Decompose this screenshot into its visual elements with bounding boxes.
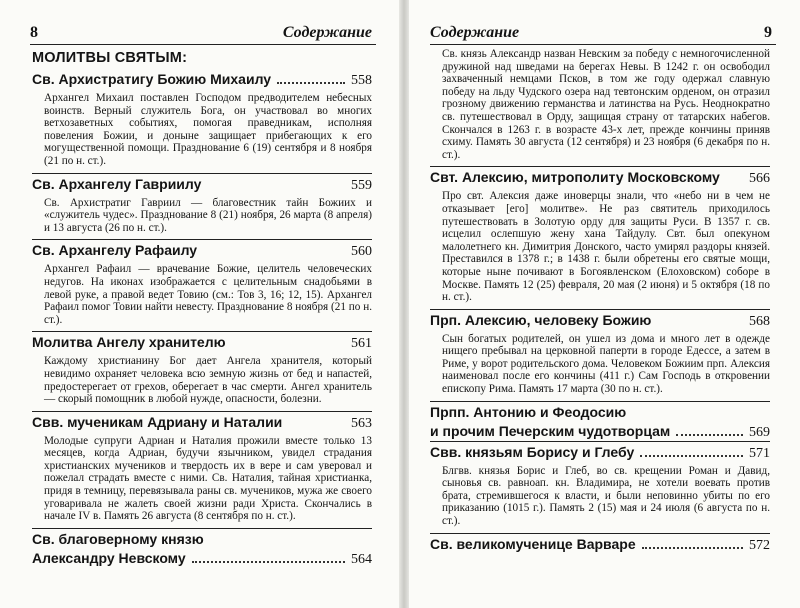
toc-entry[interactable] [32, 331, 372, 405]
toc-entry-description: Про свт. Алексия даже иноверцы знали, что «небо ни в чем не отказывает [его] молитве». Не раз святитель приходилось путешествовать в Золотую орду для защиты Руси. В 1357 г. св. исцелил ослепшую жену хана Тайдулу. Свт. был опекуном малолетнего кн. Димитрия Донского, часто умирял раздоры князей. Преставился в 1378 г.; в 1438 г. были обретены его святые мощи, которые ныне почивают в Богоявленском (Елоховском) соборе в Москве. Память 12 (25) февраля, 20 мая (2 июня) и 5 октября (18 по н. ст.). [442, 190, 770, 304]
toc-entry-page: 558 [351, 73, 372, 88]
toc-entry-title-row [32, 69, 372, 89]
toc-entry-description: Архангел Михаил поставлен Господом предводителем небесных воинств. Верный служитель Бога, он участвовал во многих ветхозаветных событиях, помогая праведникам, исполняя повеления Божии, и доныне защищает прибегающих к его могущественной помощи. Празднование 6 (19) сентября и 8 ноября (21 по н. ст.). [44, 92, 372, 167]
toc-entry-description: Молодые супруги Адриан и Наталия прожили вместе только 13 месяцев, когда Адриан, будучи язычником, увидел страдания христианских мучеников и твердость их в вере и сам уверовал и пожелал страдать вместе с ними. Св. Наталия, тайная христианка, придя в темницу, перевязывала раны св. мучеников, мужа же своего уговаривала не жалеть своей жизни ради Христа. Скончались в начале IV в. Память 26 августа (8 сентября по н. ст.). [44, 434, 372, 523]
right-page [404, 0, 800, 608]
right-running-header [430, 22, 776, 45]
toc-entry[interactable] [32, 173, 372, 235]
leader-dots [192, 561, 345, 563]
toc-entry-title-row [430, 309, 770, 330]
toc-entry[interactable] [32, 528, 372, 568]
toc-entry[interactable] [430, 533, 770, 554]
left-page-number: 8 [30, 24, 38, 41]
toc-entry[interactable] [430, 441, 770, 528]
toc-entry-title-continued: и прочим Печерским чудотворцам [430, 422, 671, 439]
section-heading: МОЛИТВЫ СВЯТЫМ: [32, 50, 188, 66]
toc-entry-title: Св. великомученице Варваре [430, 535, 636, 552]
toc-entry-description: Архангел Рафаил — врачевание Божие, целитель человеческих недугов. На иконах изображается с целительным снадобьями в левой руке, а правой ведет Товию (см.: Тов 3, 16; 12, 15). Архангел Рафаил помог Товии найти невесту. Празднование 8 ноября (21 по н. ст.). [44, 263, 372, 326]
toc-entry-page: 571 [749, 445, 770, 461]
right-column [430, 48, 770, 554]
toc-entry-title-row [430, 166, 770, 187]
toc-entry-title-row [32, 173, 372, 194]
left-running-header [30, 22, 376, 45]
toc-entry[interactable] [430, 309, 770, 396]
toc-entry-title: Св. Архангелу Гавриилу [32, 175, 202, 192]
toc-entry-title: Прп. Алексию, человеку Божию [430, 311, 652, 328]
toc-entry-title: Св. Архангелу Рафаилу [32, 242, 198, 259]
continued-description: Св. князь Александр назван Невским за победу с немногочисленной дружиной над шведами на берегах Невы. В 1242 г. он освободил захваченный немцами Псков, в том же году одержал славную победу на льду Чудского озера над тевтонским орденом, он отразил грозному движению германства и латинства на Русь. Неоднократно св. путешествовал в Орду, защищая страну от татарских набегов. Скончался в 1263 г. в возрасте 43-х лет, прежде кончины приняв схиму. Память 30 августа (12 сентября) и 23 ноября (6 декабря по н. ст.). [442, 48, 770, 161]
toc-entry-page: 560 [351, 244, 372, 260]
leader-dots [640, 455, 743, 457]
toc-entry-description: Блгвв. князья Борис и Глеб, во св. крещении Роман и Давид, сыновья св. равноап. кн. Владимира, не хотели воевать против брата, стремившегося к власти, и были неповинно убиты по его приказанию (1015 г.). Память 2 (15) мая и 24 июля (6 августа по н. ст.). [442, 464, 770, 528]
toc-entry-title-row [32, 331, 372, 352]
right-running-title: Содержание [430, 24, 520, 41]
left-column [32, 48, 372, 568]
toc-entry-description: Каждому христианину Бог дает Ангела хранителя, который невидимо охраняет человека всю земную жизнь от бед и напастей, предостерегает от грехов, оберегает в час смерти. Ангел хранитель — скорый помощник в любой нужде, опасности, болезни. [44, 355, 372, 406]
toc-entry-title: Св. благоверному князю [32, 530, 204, 547]
toc-entry-description: Св. Архистратиг Гавриил — благовестник тайн Божиих и «служитель чудес». Празднование 8 (21) ноября, 26 марта (8 апреля) и 13 августа (26 по н. ст.). [44, 196, 372, 234]
toc-entry-page: 572 [749, 537, 770, 553]
toc-entry-title-row-2 [430, 421, 770, 441]
toc-entry[interactable] [430, 401, 770, 441]
toc-entry-title-row [430, 441, 770, 462]
toc-entry[interactable] [32, 239, 372, 326]
toc-entry-title: Молитва Ангелу хранителю [32, 334, 226, 351]
leader-dots [676, 434, 743, 436]
toc-entry-page: 566 [749, 171, 770, 187]
toc-entry-page: 563 [351, 415, 372, 431]
leader-dots [642, 547, 743, 549]
toc-entry-title: Св. Архистратигу Божию Михаилу [32, 71, 272, 87]
toc-entry-title: Прпп. Антонию и Феодосию [430, 403, 627, 420]
toc-entry-title-row [430, 401, 770, 421]
toc-entry[interactable] [430, 166, 770, 303]
toc-entry-title-row-2 [32, 548, 372, 568]
toc-entry-page: 564 [351, 551, 372, 567]
toc-entry-page: 568 [749, 313, 770, 329]
toc-entry-title-row [32, 411, 372, 432]
right-page-number: 9 [764, 24, 772, 41]
toc-entry[interactable] [32, 69, 372, 168]
toc-entry-title: Свт. Алексию, митрополиту Московскому [430, 169, 720, 186]
left-running-title: Содержание [282, 24, 372, 41]
toc-entry-page: 561 [351, 336, 372, 352]
toc-entry-title: Свв. князьям Борису и Глебу [430, 443, 635, 460]
toc-entry-title-continued: Александру Невскому [32, 549, 186, 566]
toc-entry-title-row [32, 528, 372, 548]
toc-entry-description: Сын богатых родителей, он ушел из дома и много лет в одежде нищего пребывал на церковной паперти в городе Едессе, а затем в Риме, у ворот родительского дома. Человеком Божиим прп. Алексия наименовал после его кончины (411 г.) Сам Господь в откровении епископу Рима. Память 17 марта (30 по н. ст.). [442, 332, 770, 396]
toc-entry-title-row [32, 239, 372, 260]
toc-entry-title-row [430, 533, 770, 554]
toc-entry[interactable] [32, 411, 372, 523]
toc-entry-title: Свв. мученикам Адриану и Наталии [32, 413, 283, 430]
leader-dots [277, 82, 345, 84]
toc-entry-page: 559 [351, 177, 372, 193]
toc-entry-page: 569 [749, 424, 770, 440]
